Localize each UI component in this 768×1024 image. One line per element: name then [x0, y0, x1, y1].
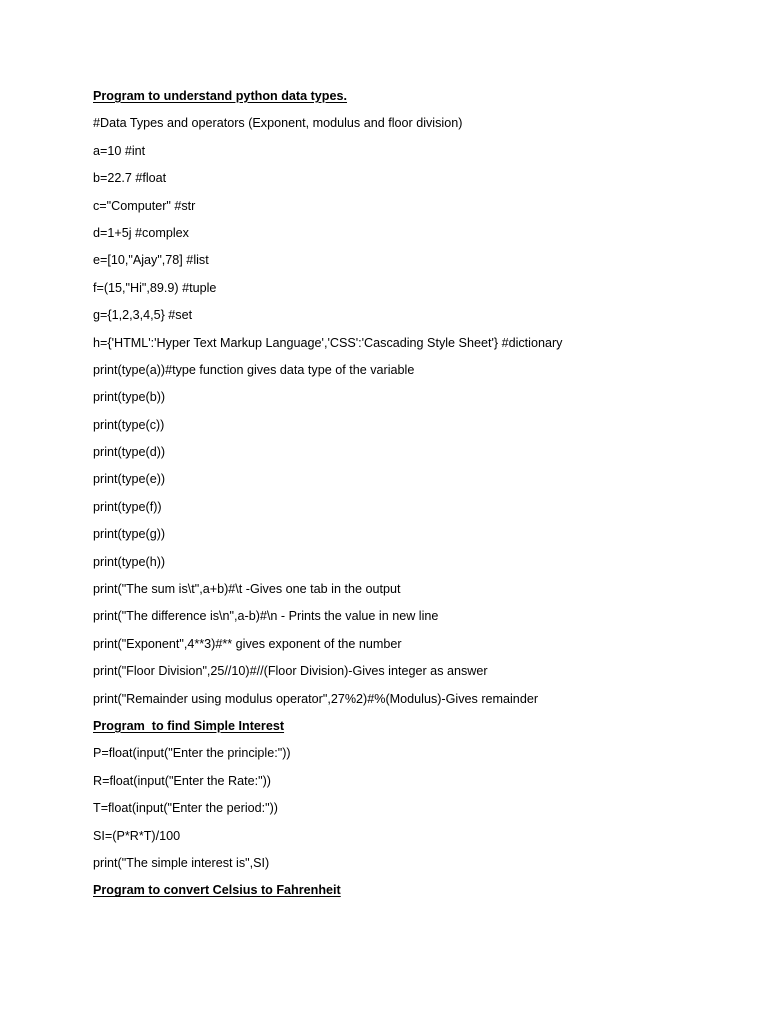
code-line: print(type(g)): [93, 527, 166, 542]
document-body: [93, 86, 733, 908]
section-heading-simple-interest: Program to find Simple Interest: [93, 718, 285, 733]
code-line: g={1,2,3,4,5} #set: [93, 308, 193, 323]
code-line: SI=(P*R*T)/100: [93, 828, 181, 843]
section-heading-data-types: Program to understand python data types.: [93, 89, 348, 103]
code-line: print(type(b)): [93, 390, 166, 405]
code-line: print(type(f)): [93, 499, 162, 514]
section-heading-celsius-fahrenheit: Program to convert Celsius to Fahrenheit: [93, 883, 341, 898]
code-line: h={'HTML':'Hyper Text Markup Language','CSS':'Cascading Style Sheet'} #dictionary: [93, 335, 563, 350]
code-line: print(type(e)): [93, 472, 166, 487]
code-line: T=float(input("Enter the period:")): [93, 801, 278, 816]
code-line: print("Exponent",4**3)#** gives exponent of the number: [93, 636, 402, 651]
code-line: P=float(input("Enter the principle:")): [93, 746, 291, 761]
code-line: b=22.7 #float: [93, 171, 167, 186]
code-line: #Data Types and operators (Exponent, modulus and floor division): [93, 116, 463, 131]
code-line: print("The difference is\n",a-b)#\n - Prints the value in new line: [93, 609, 439, 624]
code-line: print(type(h)): [93, 554, 166, 569]
code-line: print("Remainder using modulus operator",27%2)#%(Modulus)-Gives remainder: [93, 691, 539, 706]
code-line: e=[10,"Ajay",78] #list: [93, 253, 209, 268]
code-line: print(type(c)): [93, 417, 165, 432]
code-line: print(type(a))#type function gives data type of the variable: [93, 362, 415, 377]
code-line: print("The sum is\t",a+b)#\t -Gives one tab in the output: [93, 582, 401, 597]
code-line: d=1+5j #complex: [93, 225, 189, 240]
code-line: c="Computer" #str: [93, 198, 196, 213]
code-line: print("The simple interest is",SI): [93, 855, 270, 870]
code-line: R=float(input("Enter the Rate:")): [93, 773, 271, 788]
code-line: print("Floor Division",25//10)#//(Floor Division)-Gives integer as answer: [93, 664, 488, 679]
code-line: print(type(d)): [93, 445, 166, 460]
code-line: a=10 #int: [93, 143, 146, 158]
code-line: f=(15,"Hi",89.9) #tuple: [93, 280, 217, 295]
